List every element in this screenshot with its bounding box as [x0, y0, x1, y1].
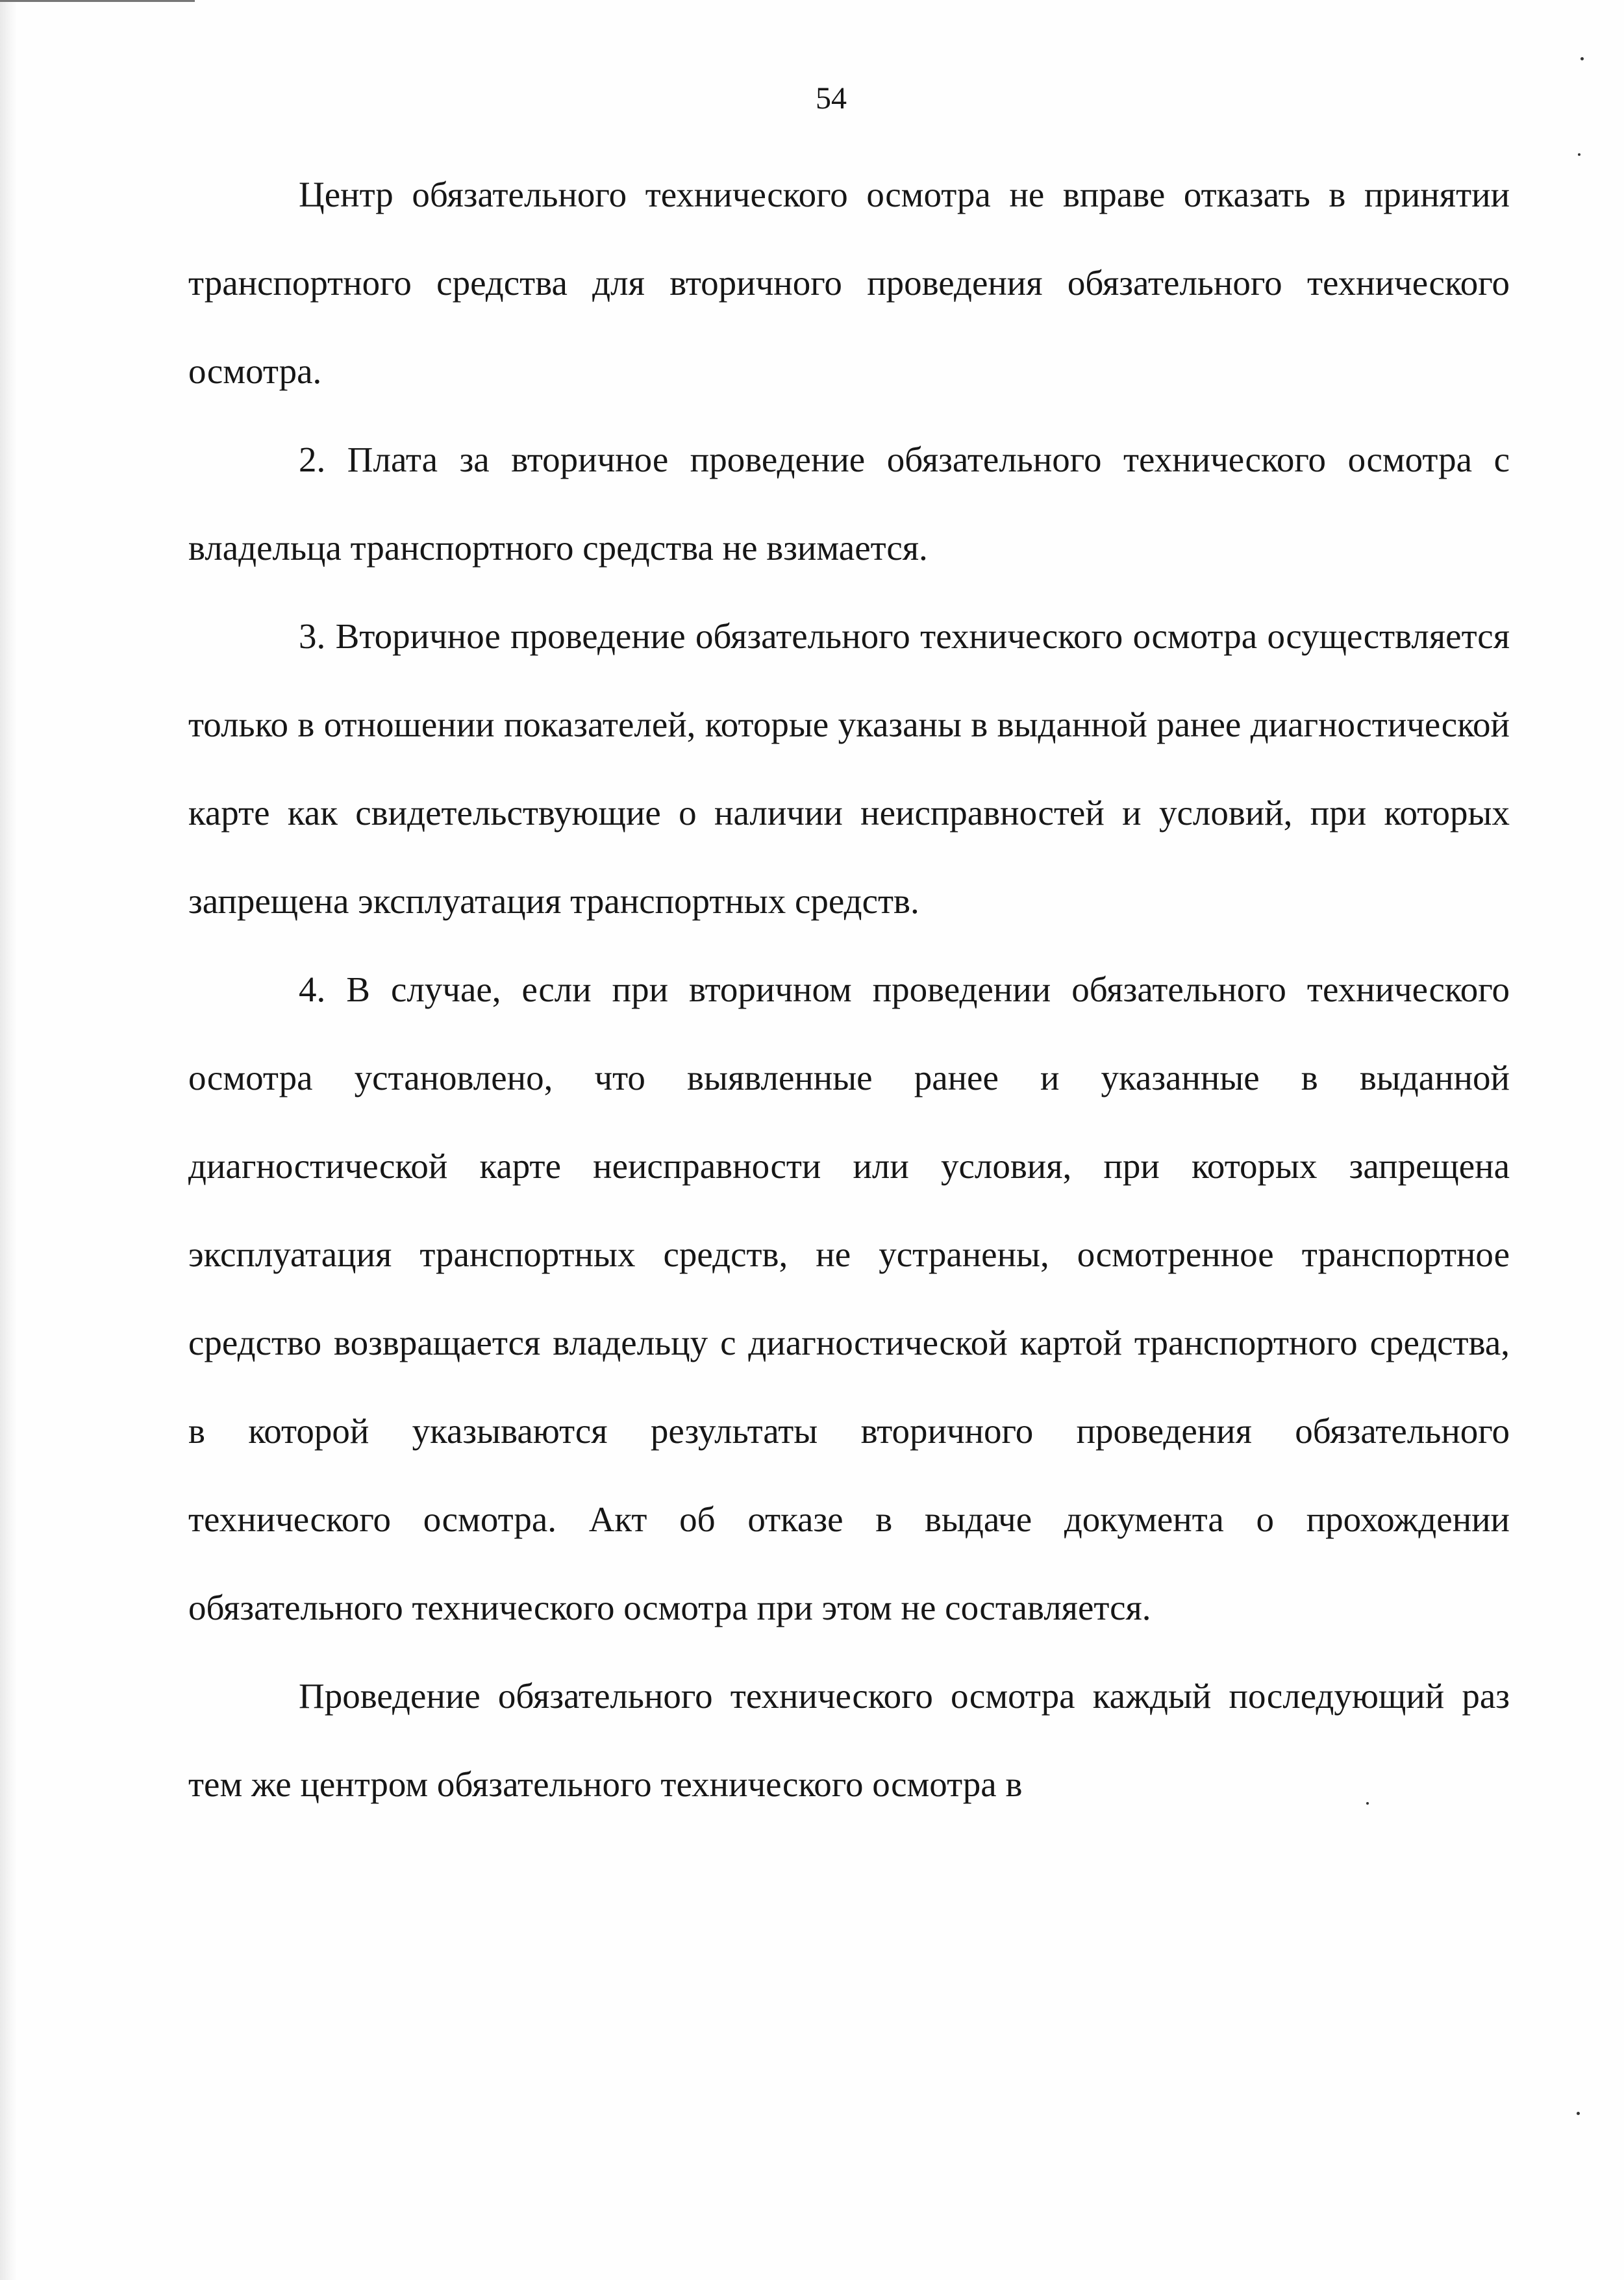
- body-text: [188, 151, 1510, 1829]
- scan-top-line: [0, 0, 195, 2]
- paragraph-1: Центр обязательного технического осмотра не вправе отказать в принятии транспортного средства для вторичного проведения обязательного технического осмотра.: [188, 175, 1510, 391]
- scan-speck: [1580, 57, 1584, 60]
- paragraph-3: 3. Вторичное проведение обязательного технического осмотра осуществляется только в отношении показателей, которые указаны в выданной ранее диагностической карте как свидетельствующие о наличии неисправностей и условий, при которых запрещена эксплуатация транспортных средств.: [188, 616, 1510, 921]
- page-number: 54: [816, 81, 847, 116]
- scan-speck: [1577, 2112, 1580, 2115]
- paragraph-5: Проведение обязательного технического осмотра каждый последующий раз тем же центром обязательного технического осмотра в: [188, 1676, 1510, 1804]
- scan-left-edge: [0, 0, 17, 2280]
- paragraph-4: 4. В случае, если при вторичном проведении обязательного технического осмотра установлено, что выявленные ранее и указанные в выданной диагностической карте неисправности или условия, при которых запрещена эксплуатация транспортных средств, не устранены, осмотренное транспортное средство возвращается владельцу с диагностической картой транспортного средства, в которой указываются результаты вторичного проведения обязательного технического осмотра. Акт об отказе в выдаче документа о прохождении обязательного технического осмотра при этом не составляется.: [188, 970, 1510, 1627]
- paragraph-2: 2. Плата за вторичное проведение обязательного технического осмотра с владельца транспортного средства не взимается.: [188, 440, 1510, 568]
- scan-speck: [1578, 153, 1580, 156]
